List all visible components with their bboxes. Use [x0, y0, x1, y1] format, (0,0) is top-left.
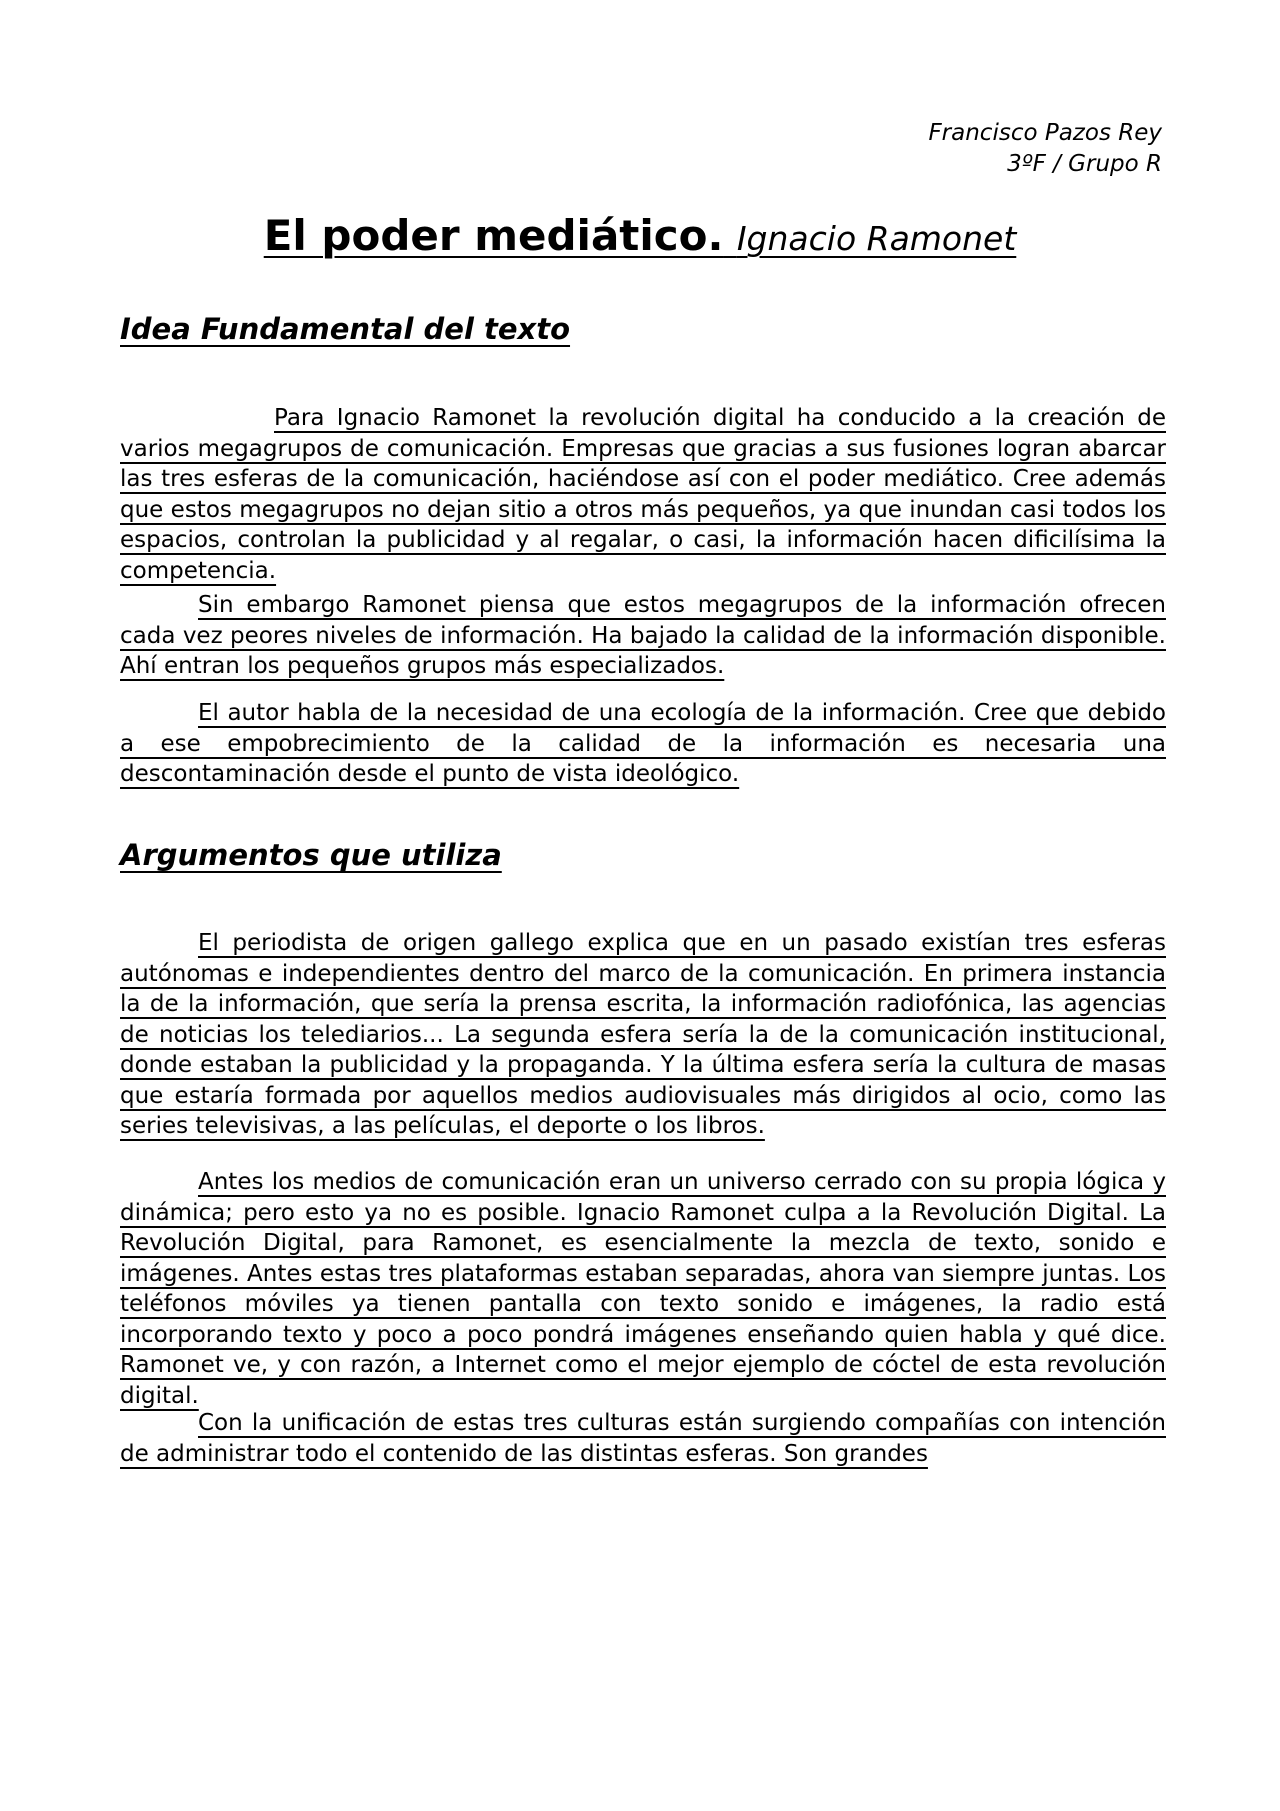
paragraph-text: Antes los medios de comunicación eran un universo cerrado con su propia lógica y dinámica; pero esto ya no es posible. Ignacio Ramonet culpa a la Revolución Digital. La Revolución Digital, para Ramonet, es esencialmente la mezcla de texto, sonido e imágenes. Antes estas tres plataformas estaban separadas, ahora van siempre juntas. Los teléfonos móviles ya tienen pantalla con texto sonido e imágenes, la radio está incorporando texto y poco a poco pondrá imágenes enseñando quien habla y qué dice. Ramonet ve, y con razón, a Internet como el mejor ejemplo de cóctel de esta revolución digital.	[120, 1169, 1166, 1409]
document-title	[0, 208, 1280, 267]
paragraph-text: Con la unificación de estas tres culturas están surgiendo compañías con intención de administrar todo el contenido de las distintas esferas. Son grandes	[120, 1410, 1166, 1467]
paragraph-text: El autor habla de la necesidad de una ecología de la información. Cree que debido a ese empobrecimiento de la calidad de la información es necesaria una descontaminación desde el punto de vista ideológico.	[120, 700, 1166, 787]
section-heading-argumentos: Argumentos que utiliza	[120, 838, 502, 872]
paragraph	[120, 403, 1166, 586]
paragraph-text: Para Ignacio Ramonet la revolución digital ha conducido a la creación de varios megagrupos de comunicación. Empresas que gracias a sus fusiones logran abarcar las tres esferas de la comunicación, haciéndose así con el poder mediático. Cree además que estos megagrupos no dejan sitio a otros más pequeños, ya que inundan casi todos los espacios, controlan la publicidad y al regalar, o casi, la información hacen dificilísima la competencia.	[120, 405, 1166, 584]
paragraph	[120, 590, 1166, 682]
paragraph	[120, 1167, 1166, 1411]
author-block	[928, 118, 1162, 180]
section-heading-idea: Idea Fundamental del texto	[120, 312, 571, 346]
paragraph	[120, 928, 1166, 1142]
paragraph-text: El periodista de origen gallego explica que en un pasado existían tres esferas autónomas e independientes dentro del marco de la comunicación. En primera instancia la de la información, que sería la prensa escrita, la información radiofónica, las agencias de noticias los telediarios... La segunda esfera sería la de la comunicación institucional, donde estaban la publicidad y la propaganda. Y la última esfera sería la cultura de masas que estaría formada por aquellos medios audiovisuales más dirigidos al ocio, como las series televisivas, a las películas, el deporte o los libros.	[120, 930, 1166, 1139]
title-main: El poder mediático.	[263, 211, 724, 260]
paragraph	[120, 1408, 1166, 1469]
paragraph-text: Sin embargo Ramonet piensa que estos megagrupos de la información ofrecen cada vez peores niveles de información. Ha bajado la calidad de la información disponible. Ahí entran los pequeños grupos más especializados.	[120, 592, 1166, 679]
author-name: Francisco Pazos Rey	[928, 120, 1162, 146]
title-author: Ignacio Ramonet	[736, 219, 1017, 258]
paragraph	[120, 698, 1166, 790]
author-group: 3ºF / Grupo R	[1007, 151, 1162, 177]
